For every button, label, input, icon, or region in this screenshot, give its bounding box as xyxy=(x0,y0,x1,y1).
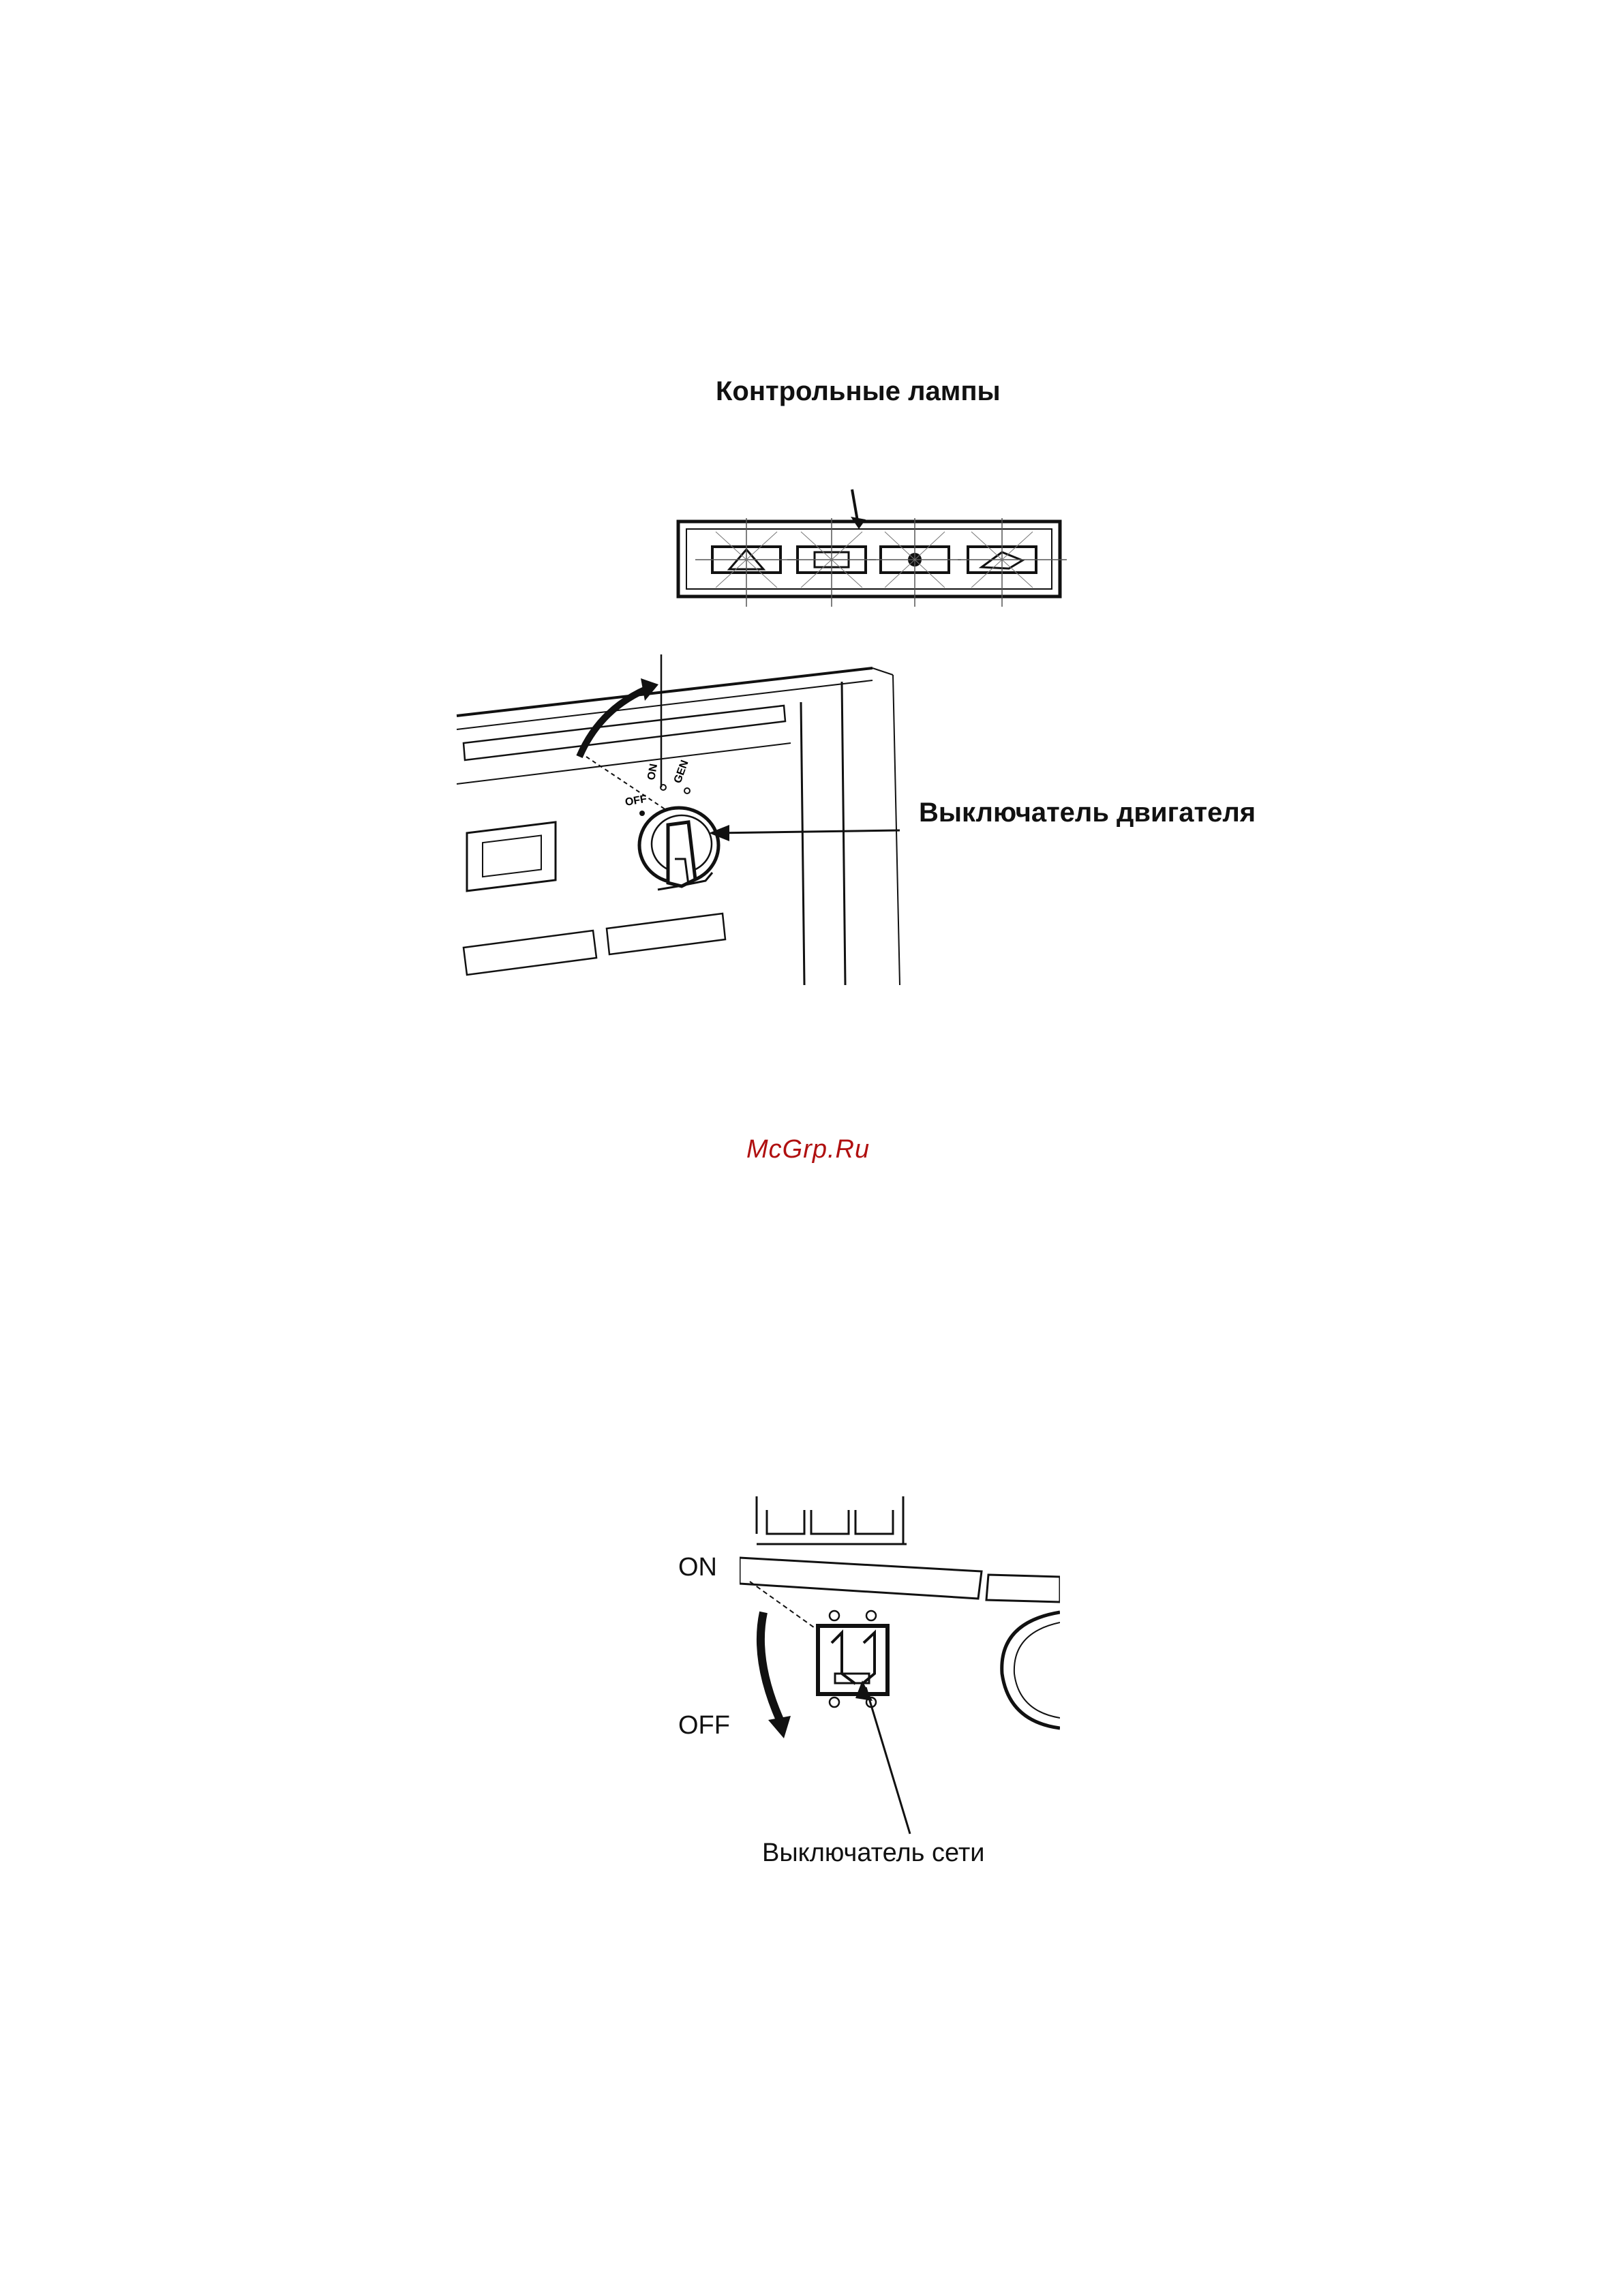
engine-key-switch-icon xyxy=(639,808,718,890)
mains-switch-on-label: ON xyxy=(678,1553,717,1582)
warning-lamps-title: Контрольные лампы xyxy=(716,376,1001,406)
switch-position-off: OFF xyxy=(624,793,648,809)
engine-switch-label: Выключатель двигателя xyxy=(919,798,1256,828)
mains-switch-icon xyxy=(818,1611,888,1707)
mains-switch-illustration xyxy=(740,1496,1060,1837)
warning-lamp-4-icon xyxy=(958,518,1067,607)
switch-position-gen: GEN xyxy=(671,758,691,785)
mains-switch-off-label: OFF xyxy=(678,1711,730,1740)
engine-switch-illustration xyxy=(450,654,907,988)
switch-position-on: ON xyxy=(646,763,661,781)
warning-lamp-2-icon xyxy=(787,518,876,607)
warning-lamp-1-icon xyxy=(695,518,798,607)
watermark: McGrp.Ru xyxy=(746,1135,870,1164)
warning-lamps-panel xyxy=(668,484,1084,614)
warning-lamp-3-icon xyxy=(869,518,961,607)
mains-switch-caption: Выключатель сети xyxy=(762,1839,985,1867)
